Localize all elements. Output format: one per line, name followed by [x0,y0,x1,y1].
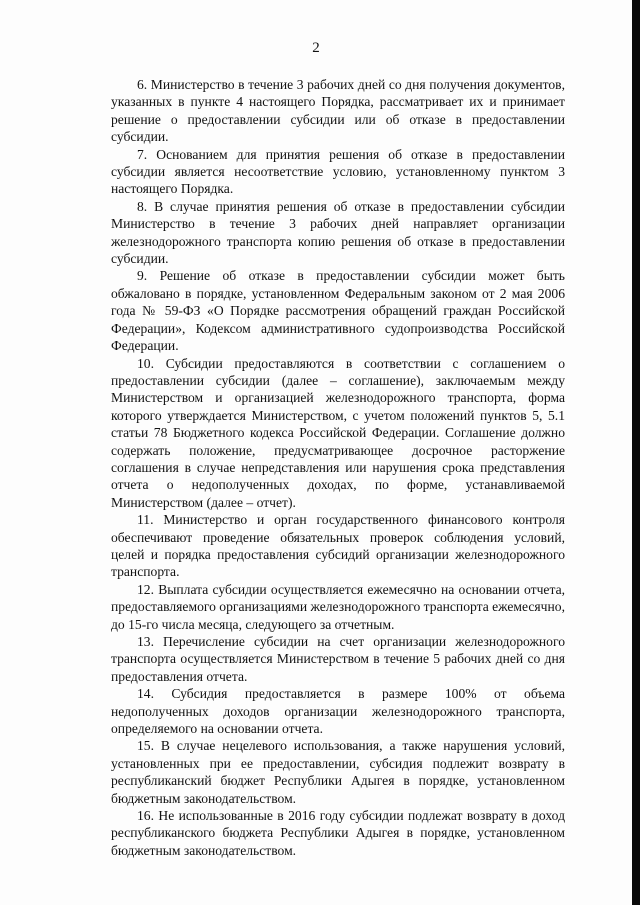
paragraph-7: 7. Основанием для принятия решения об отказе в предоставлении субсидии является несоответствие условию, установленному пунктом 3 настоящего Порядка. [111,146,565,197]
paragraph-9: 9. Решение об отказе в предоставлении субсидии может быть обжаловано в порядке, установленном Федеральным законом от 2 мая 2006 года № 59-ФЗ «О Порядке рассмотрения обращений граждан Российской Федерации», Кодексом административного судопроизводства Российской Федерации. [111,268,565,354]
paragraph-16: 16. Не использованные в 2016 году субсидии подлежат возврату в доход республиканского бюджета Республики Адыгея в порядке, установленном бюджетным законодательством. [111,808,565,858]
paragraph-15: 15. В случае нецелевого использования, а также нарушения условий, установленных при ее предоставлении, субсидия подлежит возврату в республиканский бюджет Республики Адыгея в порядке, установленном бюджетным законодательством. [111,738,565,806]
paragraph-13: 13. Перечисление субсидии на счет организации железнодорожного транспорта осуществляется Министерством в течение 5 рабочих дней со дня предоставления отчета. [111,634,565,684]
page-number: 2 [312,40,320,56]
paragraph-14: 14. Субсидия предоставляется в размере 100% от объема недополученных доходов организации железнодорожного транспорта, определяемого на основании отчета. [111,686,565,737]
paragraph-8: 8. В случае принятия решения об отказе в предоставлении субсидии Министерство в течение 3 рабочих дней направляет организации железнодорожного транспорта копию решения об отказе в предоставлении субсидии. [111,198,565,267]
paragraph-12: 12. Выплата субсидии осуществляется ежемесячно на основании отчета, предоставляемого организациями железнодорожного транспорта ежемесячно, до 15-го числа месяца, следующего за отчетным. [111,581,565,632]
paragraph-10: 10. Субсидии предоставляются в соответствии с соглашением о предоставлении субсидии (далее – соглашение), заключаемым между Министерством и организацией железнодорожного транспорта, форма которого утверждается Министерством, с учетом положений пунктов 5, 5.1 статьи 78 Бюджетного кодекса Российской Федерации. Соглашение должно содержать положение, предусматривающее досрочное расторжение соглашения в случае непредставления или нарушения срока представления отчета о недополученных доходах, по форме, устанавливаемой Министерством (далее – отчет). [111,355,565,510]
scan-edge [632,0,640,905]
document-body [111,76,565,859]
paragraph-11: 11. Министерство и орган государственного финансового контроля обеспечивают проведение обязательных проверок соблюдения условий, целей и порядка предоставления субсидий организации железнодорожного транспорта. [111,512,565,580]
paragraph-6: 6. Министерство в течение 3 рабочих дней со дня получения документов, указанных в пункте 4 настоящего Порядка, рассматривает их и принимает решение о предоставлении субсидии или об отказе в предоставлении субсидии. [111,77,565,145]
